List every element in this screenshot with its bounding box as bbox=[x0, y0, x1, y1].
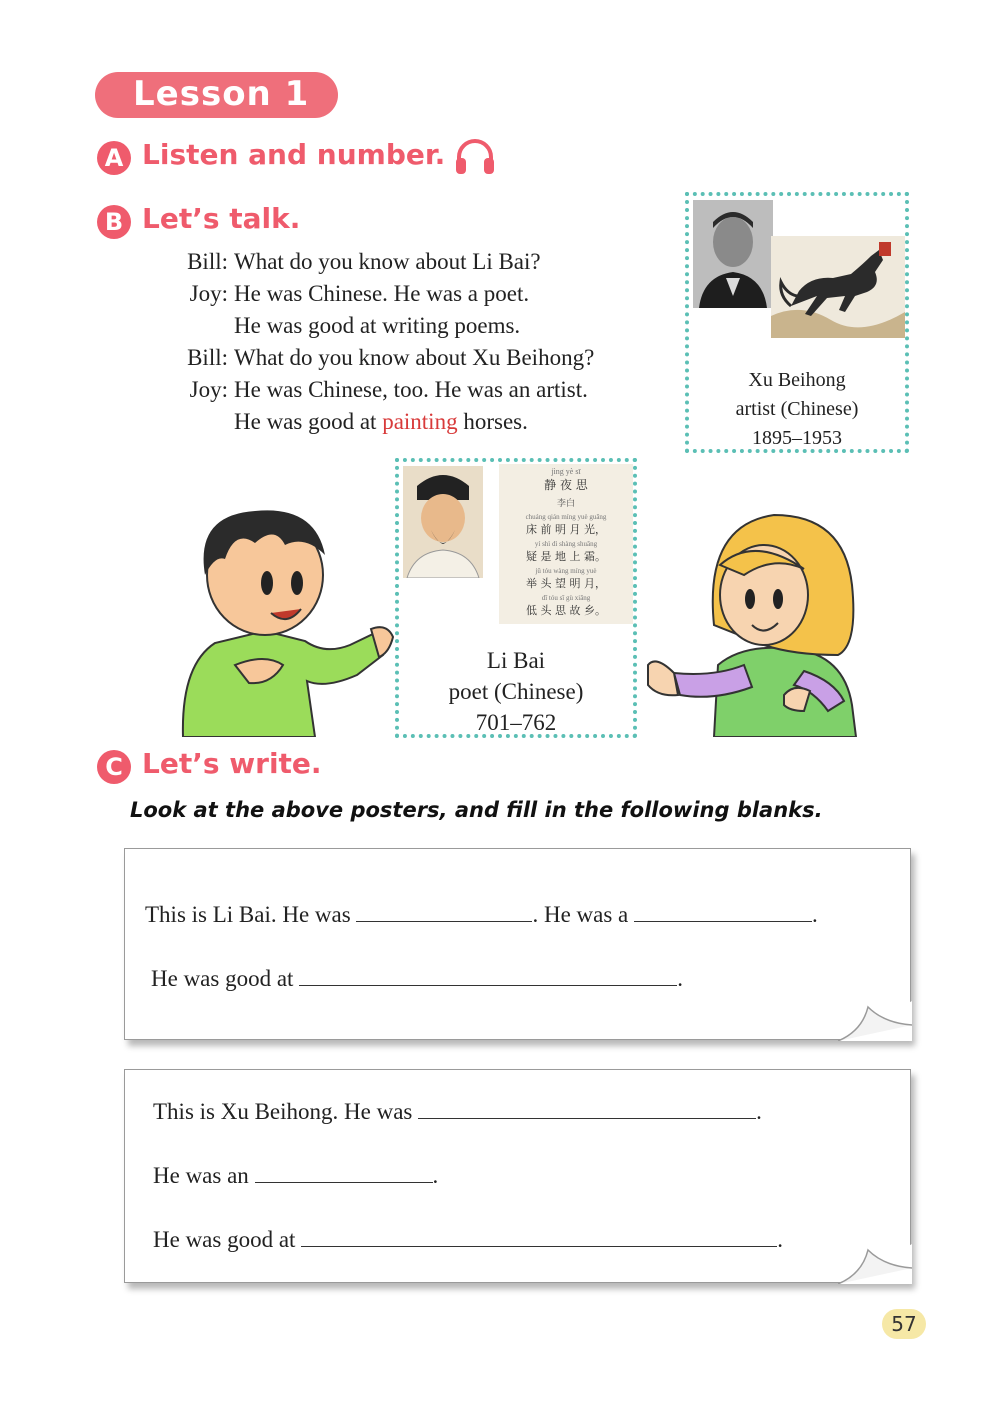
section-a-badge: A bbox=[97, 141, 131, 175]
li-bai-years: 701–762 bbox=[475, 710, 557, 735]
dialogue-line bbox=[172, 246, 594, 278]
poem-line: 疑 是 地 上 霜。 bbox=[526, 550, 606, 563]
poem-line: 床 前 明 月 光， bbox=[526, 523, 606, 536]
write-line bbox=[145, 899, 818, 928]
prompt-text: . bbox=[756, 1099, 762, 1124]
li-bai-role: poet (Chinese) bbox=[448, 679, 584, 704]
li-bai-caption bbox=[399, 645, 633, 738]
xu-beihong-name: Xu Beihong bbox=[748, 369, 846, 391]
xu-beihong-poster bbox=[685, 192, 909, 453]
dialogue bbox=[172, 246, 594, 438]
dialogue-line bbox=[172, 374, 594, 406]
li-bai-name: Li Bai bbox=[486, 648, 546, 673]
poem-line-pinyin: jǔ tóu wàng míng yuè bbox=[535, 567, 597, 575]
write-line bbox=[153, 1096, 762, 1125]
dialogue-text: horses. bbox=[457, 409, 528, 434]
page-number: 57 bbox=[882, 1309, 926, 1339]
prompt-text: . bbox=[812, 902, 818, 927]
speaker: Bill: bbox=[187, 249, 228, 274]
boy-illustration bbox=[175, 505, 397, 737]
headphones-icon[interactable] bbox=[454, 138, 496, 176]
dialogue-line bbox=[172, 278, 594, 310]
prompt-text: He was good at bbox=[151, 966, 294, 991]
dialogue-line bbox=[172, 406, 594, 438]
xu-beihong-portrait bbox=[693, 200, 773, 308]
write-line bbox=[151, 963, 683, 992]
xu-beihong-caption bbox=[689, 366, 905, 453]
page-curl-icon bbox=[838, 1001, 912, 1041]
poem-line-pinyin: chuáng qián míng yuè guāng bbox=[525, 513, 607, 521]
li-bai-portrait bbox=[403, 466, 483, 578]
section-b-badge: B bbox=[97, 205, 131, 239]
prompt-text: . bbox=[777, 1227, 783, 1252]
dialogue-text: What do you know about Xu Beihong? bbox=[234, 345, 595, 370]
blank-nationality-field[interactable] bbox=[356, 899, 532, 922]
write-line bbox=[153, 1160, 438, 1189]
prompt-text: . bbox=[677, 966, 683, 991]
write-box-2 bbox=[124, 1069, 911, 1283]
blank-occupation-field[interactable] bbox=[255, 1160, 433, 1183]
section-a-title: Listen and number. bbox=[142, 138, 446, 171]
section-c-badge: C bbox=[97, 750, 131, 784]
write-box-1 bbox=[124, 848, 911, 1040]
prompt-text: He was good at bbox=[153, 1227, 296, 1252]
dialogue-text: He was good at bbox=[234, 409, 383, 434]
poem-author: 李白 bbox=[556, 499, 575, 509]
dialogue-text: What do you know about Li Bai? bbox=[234, 249, 541, 274]
write-line bbox=[153, 1224, 783, 1253]
li-bai-poster bbox=[395, 458, 637, 738]
blank-nationality-field[interactable] bbox=[418, 1096, 756, 1119]
section-c-title: Let’s write. bbox=[142, 747, 322, 780]
instruction: Look at the above posters, and fill in the following blanks. bbox=[130, 798, 823, 822]
speaker: Joy: bbox=[189, 281, 228, 306]
blank-occupation-field[interactable] bbox=[634, 899, 812, 922]
dialogue-line bbox=[172, 310, 594, 342]
poem-line: 低 头 思 故 乡。 bbox=[526, 604, 606, 617]
speaker: Joy: bbox=[189, 377, 228, 402]
xu-beihong-role: artist (Chinese) bbox=[735, 398, 859, 420]
page-curl-icon bbox=[838, 1244, 912, 1284]
prompt-text: . He was a bbox=[532, 902, 629, 927]
poem-line: 举 头 望 明 月， bbox=[526, 577, 606, 590]
poem-panel bbox=[499, 464, 633, 624]
dialogue-text: He was Chinese, too. He was an artist. bbox=[234, 377, 588, 402]
speaker: Bill: bbox=[187, 345, 228, 370]
horse-painting bbox=[771, 236, 905, 338]
dialogue-line bbox=[172, 342, 594, 374]
girl-illustration bbox=[644, 505, 860, 737]
highlight-word: painting bbox=[382, 409, 458, 434]
xu-beihong-years: 1895–1953 bbox=[752, 427, 842, 449]
poem-title: 静 夜 思 bbox=[544, 478, 588, 492]
blank-skill-field[interactable] bbox=[299, 963, 677, 986]
poem-line-pinyin: yí shì dì shàng shuāng bbox=[534, 540, 598, 548]
poem-line-pinyin: dī tóu sī gù xiāng bbox=[541, 594, 591, 602]
prompt-text: This is Xu Beihong. He was bbox=[153, 1099, 413, 1124]
blank-skill-field[interactable] bbox=[301, 1224, 777, 1247]
dialogue-text: He was Chinese. He was a poet. bbox=[234, 281, 530, 306]
lesson-title: Lesson 1 bbox=[133, 74, 310, 114]
dialogue-text: He was good at writing poems. bbox=[234, 313, 521, 338]
prompt-text: . bbox=[432, 1163, 439, 1188]
poem-title-pinyin: jìng yè sī bbox=[551, 467, 581, 476]
prompt-text: He was an bbox=[153, 1163, 249, 1188]
prompt-text: This is Li Bai. He was bbox=[145, 902, 351, 927]
section-b-title: Let’s talk. bbox=[142, 202, 301, 235]
